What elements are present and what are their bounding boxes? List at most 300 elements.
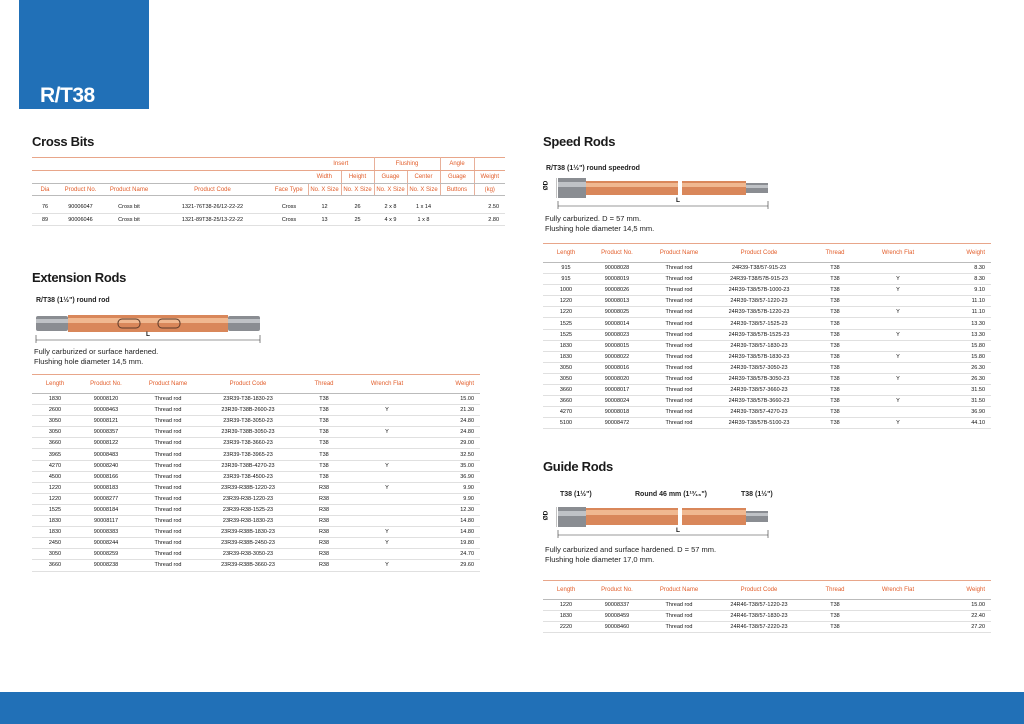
table-cell: Y <box>865 351 931 362</box>
cross-bits-title: Cross Bits <box>32 134 95 149</box>
group-insert: Insert <box>308 158 374 171</box>
column-header: Product Name <box>645 581 713 600</box>
table-row <box>543 307 991 318</box>
group-angle: Angle <box>440 158 474 171</box>
table-cell: 1830 <box>32 516 78 527</box>
table-cell <box>354 493 420 504</box>
table-cell: Y <box>865 274 931 285</box>
table-cell: 2220 <box>543 622 589 633</box>
table-cell: T38 <box>294 427 354 438</box>
table-cell: 24R39-T38/57B-1220-23 <box>713 307 805 318</box>
table-cell: 3660 <box>543 396 589 407</box>
table-cell: 23R39-R38-1220-23 <box>202 493 294 504</box>
table-cell: 24R39-T38/57-1830-23 <box>713 340 805 351</box>
table-cell: 90006046 <box>58 214 103 226</box>
table-cell <box>865 385 931 396</box>
guide-rod-dia-label: ØD <box>542 510 550 521</box>
extension-rods-table <box>32 374 480 572</box>
column-unit: No. X Size <box>407 184 440 196</box>
table-row <box>32 416 480 427</box>
table-cell: T38 <box>805 340 865 351</box>
guide-rods-notes: Fully carburized and surface hardened. D = 57 mm. Flushing hole diameter 17,0 mm. <box>545 545 717 564</box>
table-cell: 24R39-T38/57B-1830-23 <box>713 351 805 362</box>
column-header: Thread <box>805 581 865 600</box>
guide-rod-drawing <box>556 503 776 539</box>
table-row <box>543 274 991 285</box>
table-cell: 90008024 <box>589 396 645 407</box>
column-header: Product Name <box>134 375 202 394</box>
table-cell: Thread rod <box>134 527 202 538</box>
group-flushing: Flushing <box>374 158 440 171</box>
table-row <box>32 405 480 416</box>
table-cell: 32.50 <box>420 449 480 460</box>
table-cell: 1830 <box>32 527 78 538</box>
table-cell: 24R39-T38/57-3660-23 <box>713 385 805 396</box>
table-cell: Thread rod <box>645 285 713 296</box>
column-header: Length <box>543 244 589 263</box>
column-header: Wrench Flat <box>354 375 420 394</box>
table-cell: 1830 <box>543 351 589 362</box>
table-cell: 12.30 <box>420 504 480 515</box>
table-cell: 1525 <box>543 329 589 340</box>
column-unit: (kg) <box>474 184 505 196</box>
table-cell: Y <box>354 482 420 493</box>
table-cell: T38 <box>294 471 354 482</box>
table-cell: 90008019 <box>589 274 645 285</box>
table-cell: T38 <box>294 438 354 449</box>
table-cell: T38 <box>805 263 865 274</box>
table-row <box>543 285 991 296</box>
table-cell <box>440 202 474 214</box>
table-cell: Cross <box>270 202 308 214</box>
table-cell: Y <box>354 538 420 549</box>
table-cell: 90008244 <box>78 538 134 549</box>
table-cell: 11.10 <box>931 307 991 318</box>
table-cell: Thread rod <box>134 504 202 515</box>
table-cell: 24R46-T38/57-2220-23 <box>713 622 805 633</box>
table-row <box>32 527 480 538</box>
table-cell: 19.80 <box>420 538 480 549</box>
table-cell: 1525 <box>543 318 589 329</box>
table-cell: 1830 <box>32 394 78 405</box>
table-cell: 9.90 <box>420 482 480 493</box>
table-row <box>32 427 480 438</box>
table-row <box>543 385 991 396</box>
table-cell: 24R39-T38/57B-5100-23 <box>713 418 805 429</box>
table-cell: R38 <box>294 504 354 515</box>
table-cell: 26 <box>341 202 374 214</box>
table-cell: 90008026 <box>589 285 645 296</box>
table-cell: R38 <box>294 516 354 527</box>
table-cell: 1 x 8 <box>407 214 440 226</box>
table-cell: 24R39-T38/57B-3050-23 <box>713 373 805 384</box>
table-cell: T38 <box>805 418 865 429</box>
table-cell: T38 <box>805 274 865 285</box>
table-cell: R38 <box>294 482 354 493</box>
table-cell: 15.00 <box>931 600 991 611</box>
table-cell: 24.80 <box>420 427 480 438</box>
table-cell: Thread rod <box>645 385 713 396</box>
speed-rod-drawing <box>556 174 776 210</box>
table-row <box>32 549 480 560</box>
table-row <box>543 318 991 329</box>
table-cell: Thread rod <box>645 396 713 407</box>
table-cell: 90008016 <box>589 362 645 373</box>
table-row <box>32 471 480 482</box>
table-cell: 1220 <box>543 600 589 611</box>
table-cell: 5100 <box>543 418 589 429</box>
table-row <box>32 516 480 527</box>
table-cell: 29.60 <box>420 560 480 571</box>
table-cell: 24R39-T38/57-4270-23 <box>713 407 805 418</box>
table-cell: Y <box>354 460 420 471</box>
table-cell: 3660 <box>32 438 78 449</box>
table-row <box>32 214 505 226</box>
guide-rods-title: Guide Rods <box>543 459 613 474</box>
table-cell: 22.40 <box>931 611 991 622</box>
table-cell: 3050 <box>32 427 78 438</box>
table-cell: Thread rod <box>645 296 713 307</box>
table-cell: 24R39-T38/57B-915-23 <box>713 274 805 285</box>
table-cell: T38 <box>805 307 865 318</box>
table-cell <box>865 362 931 373</box>
table-cell: T38 <box>805 385 865 396</box>
column-header: Product Name <box>645 244 713 263</box>
column-header: Thread <box>294 375 354 394</box>
table-row <box>32 202 505 214</box>
column-header: Product No. <box>589 244 645 263</box>
column-unit: Buttons <box>440 184 474 196</box>
column-header: Height <box>341 171 374 184</box>
table-cell: 90008463 <box>78 405 134 416</box>
table-cell: 90008183 <box>78 482 134 493</box>
table-cell: Y <box>865 285 931 296</box>
extension-rods-subtitle: R/T38 (1½") round rod <box>36 297 110 304</box>
column-header: Product No. <box>58 184 103 196</box>
table-cell: 90008184 <box>78 504 134 515</box>
guide-rod-label-right: T38 (1½") <box>741 491 773 498</box>
column-header: Weight <box>931 244 991 263</box>
table-row <box>543 396 991 407</box>
table-cell: 1321-76T38-26/12-22-22 <box>155 202 270 214</box>
table-cell <box>354 438 420 449</box>
table-cell: Y <box>354 527 420 538</box>
table-row <box>543 340 991 351</box>
column-header: Product Name <box>103 184 155 196</box>
table-cell: R38 <box>294 538 354 549</box>
column-header: Dia <box>32 184 58 196</box>
table-cell: 3660 <box>32 560 78 571</box>
table-cell: 14.80 <box>420 516 480 527</box>
table-row <box>543 407 991 418</box>
table-cell: Thread rod <box>645 351 713 362</box>
table-cell: Cross bit <box>103 202 155 214</box>
table-cell: 26.30 <box>931 362 991 373</box>
table-cell: 36.90 <box>420 471 480 482</box>
table-cell: 90008460 <box>589 622 645 633</box>
table-cell: 25 <box>341 214 374 226</box>
table-cell <box>354 471 420 482</box>
table-row <box>32 438 480 449</box>
speed-rods-notes: Fully carburized. D = 57 mm. Flushing hole diameter 14,5 mm. <box>545 214 655 233</box>
table-cell <box>354 416 420 427</box>
table-cell: Y <box>865 418 931 429</box>
table-cell: 44.10 <box>931 418 991 429</box>
table-row <box>32 482 480 493</box>
table-cell: 23R39-R38B-1830-23 <box>202 527 294 538</box>
table-cell: 24R46-T38/57-1220-23 <box>713 600 805 611</box>
table-cell: 90008013 <box>589 296 645 307</box>
column-header: Product Code <box>202 375 294 394</box>
table-cell: Cross <box>270 214 308 226</box>
table-cell: 23R39-R38B-3660-23 <box>202 560 294 571</box>
table-cell: 90008383 <box>78 527 134 538</box>
table-cell: Thread rod <box>645 373 713 384</box>
column-header: Center <box>407 171 440 184</box>
table-cell: 23R39-T38-3660-23 <box>202 438 294 449</box>
table-cell: 23R39-R38-3050-23 <box>202 549 294 560</box>
column-unit: No. X Size <box>374 184 407 196</box>
table-cell: 90008117 <box>78 516 134 527</box>
table-cell: R38 <box>294 527 354 538</box>
table-row <box>32 394 480 405</box>
table-cell: T38 <box>805 296 865 307</box>
table-cell: Thread rod <box>134 416 202 427</box>
column-unit: No. X Size <box>341 184 374 196</box>
table-cell: 24.80 <box>420 416 480 427</box>
table-cell: 90008459 <box>589 611 645 622</box>
table-cell: 1220 <box>543 296 589 307</box>
table-row <box>543 373 991 384</box>
table-cell: 24R39-T38/57-1525-23 <box>713 318 805 329</box>
table-cell: 90008277 <box>78 493 134 504</box>
table-cell: 90008120 <box>78 394 134 405</box>
column-header: Product No. <box>78 375 134 394</box>
column-header: Wrench Flat <box>865 581 931 600</box>
speed-rod-dia-label: ØD <box>542 180 550 191</box>
table-cell: 23R39-T38-3050-23 <box>202 416 294 427</box>
table-cell: Thread rod <box>645 362 713 373</box>
table-cell: 24R39-T38/57B-1525-23 <box>713 329 805 340</box>
table-cell <box>354 549 420 560</box>
column-header: Product Code <box>155 184 270 196</box>
table-cell: 90006047 <box>58 202 103 214</box>
speed-rods-title: Speed Rods <box>543 134 616 149</box>
column-header: Product Code <box>713 244 805 263</box>
table-cell: 29.00 <box>420 438 480 449</box>
table-cell: 1 x 14 <box>407 202 440 214</box>
table-cell <box>865 611 931 622</box>
table-cell: 90008259 <box>78 549 134 560</box>
table-cell: 1321-89T38-25/13-22-22 <box>155 214 270 226</box>
column-header: Guage <box>440 171 474 184</box>
table-row <box>32 538 480 549</box>
column-header: Weight <box>474 171 505 184</box>
guide-rods-table <box>543 580 991 633</box>
table-cell: T38 <box>294 460 354 471</box>
table-cell: Thread rod <box>645 622 713 633</box>
table-row <box>32 460 480 471</box>
table-cell: T38 <box>805 318 865 329</box>
table-cell: 23R39-R38B-1220-23 <box>202 482 294 493</box>
table-cell: 90008015 <box>589 340 645 351</box>
table-cell: 915 <box>543 274 589 285</box>
page-title: R/T38 <box>40 84 95 107</box>
table-cell: 90008022 <box>589 351 645 362</box>
table-cell: 1220 <box>543 307 589 318</box>
column-header: Thread <box>805 244 865 263</box>
table-cell: 23R39-R38-1525-23 <box>202 504 294 515</box>
table-cell: 24.70 <box>420 549 480 560</box>
column-header: Product Code <box>713 581 805 600</box>
table-row <box>543 351 991 362</box>
table-cell: 26.30 <box>931 373 991 384</box>
table-cell <box>865 318 931 329</box>
table-cell: 23R39-T38B-2600-23 <box>202 405 294 416</box>
guide-rod-label-left: T38 (1½") <box>560 491 592 498</box>
table-cell: 13 <box>308 214 341 226</box>
column-header: Length <box>32 375 78 394</box>
table-cell: 9.10 <box>931 285 991 296</box>
table-cell: T38 <box>805 622 865 633</box>
table-cell: T38 <box>805 396 865 407</box>
table-cell: Thread rod <box>645 600 713 611</box>
table-cell: 15.80 <box>931 351 991 362</box>
table-cell: 23R39-T38-3965-23 <box>202 449 294 460</box>
table-cell: 23R39-T38-4500-23 <box>202 471 294 482</box>
table-row <box>32 493 480 504</box>
extension-rods-notes: Fully carburized or surface hardened. Flushing hole diameter 14,5 mm. <box>34 347 159 366</box>
table-cell: Thread rod <box>134 482 202 493</box>
column-header: Weight <box>420 375 480 394</box>
speed-rod-length-label: L <box>676 197 680 204</box>
table-cell: 15.00 <box>420 394 480 405</box>
table-cell: T38 <box>805 373 865 384</box>
cross-bits-table <box>32 157 505 226</box>
table-cell: R38 <box>294 549 354 560</box>
table-cell: 90008357 <box>78 427 134 438</box>
table-cell: 3660 <box>543 385 589 396</box>
table-cell: 3965 <box>32 449 78 460</box>
table-cell: 90008238 <box>78 560 134 571</box>
table-cell: 8.30 <box>931 263 991 274</box>
column-header: Guage <box>374 171 407 184</box>
table-cell: R38 <box>294 560 354 571</box>
table-cell: 24R39-T38/57-1220-23 <box>713 296 805 307</box>
table-cell: 2450 <box>32 538 78 549</box>
table-cell: 9.90 <box>420 493 480 504</box>
table-cell <box>354 394 420 405</box>
table-cell: 3050 <box>543 373 589 384</box>
table-cell: 1000 <box>543 285 589 296</box>
column-header: Length <box>543 581 589 600</box>
table-cell: 27.20 <box>931 622 991 633</box>
table-cell: 90008337 <box>589 600 645 611</box>
table-cell <box>865 622 931 633</box>
table-cell: 3050 <box>32 549 78 560</box>
table-cell: Thread rod <box>134 438 202 449</box>
table-cell: 1525 <box>32 504 78 515</box>
table-cell: T38 <box>805 351 865 362</box>
table-cell: T38 <box>805 611 865 622</box>
table-cell <box>354 504 420 515</box>
table-cell: Thread rod <box>645 611 713 622</box>
table-cell: 8.30 <box>931 274 991 285</box>
table-cell: T38 <box>805 329 865 340</box>
table-cell: 4270 <box>32 460 78 471</box>
extension-rods-title: Extension Rods <box>32 270 127 285</box>
table-cell: 90008018 <box>589 407 645 418</box>
table-cell: 915 <box>543 263 589 274</box>
footer-bar <box>0 692 1024 724</box>
table-cell: 89 <box>32 214 58 226</box>
table-cell: Y <box>865 373 931 384</box>
table-cell: Y <box>354 560 420 571</box>
table-cell: 90008166 <box>78 471 134 482</box>
table-cell <box>865 340 931 351</box>
table-cell: 23R39-T38B-3050-23 <box>202 427 294 438</box>
table-cell: 21.30 <box>420 405 480 416</box>
table-cell: 24R39-T38/57-3050-23 <box>713 362 805 373</box>
extension-rod-drawing <box>34 313 264 347</box>
table-cell: 76 <box>32 202 58 214</box>
table-cell: 13.30 <box>931 318 991 329</box>
table-cell <box>865 263 931 274</box>
table-row <box>32 560 480 571</box>
table-cell: 90008472 <box>589 418 645 429</box>
table-row <box>543 263 991 274</box>
table-cell: 15.80 <box>931 340 991 351</box>
table-cell: Thread rod <box>134 405 202 416</box>
table-row <box>543 362 991 373</box>
table-cell: 1220 <box>32 493 78 504</box>
table-cell: 90008017 <box>589 385 645 396</box>
table-cell: 90008025 <box>589 307 645 318</box>
table-cell: 2.50 <box>474 202 505 214</box>
table-row <box>543 611 991 622</box>
table-cell: T38 <box>805 600 865 611</box>
table-row <box>32 504 480 515</box>
table-cell: Thread rod <box>134 549 202 560</box>
table-row <box>543 296 991 307</box>
table-cell <box>440 214 474 226</box>
table-cell: T38 <box>294 416 354 427</box>
table-cell: 2.80 <box>474 214 505 226</box>
table-cell: Thread rod <box>134 560 202 571</box>
table-cell: 36.90 <box>931 407 991 418</box>
table-cell: Thread rod <box>134 471 202 482</box>
table-cell: Y <box>865 307 931 318</box>
table-row <box>543 600 991 611</box>
table-cell: Thread rod <box>645 318 713 329</box>
table-cell: 23R39-T38B-4270-23 <box>202 460 294 471</box>
table-cell <box>354 449 420 460</box>
extension-rod-length-label: L <box>146 331 150 338</box>
table-cell: Thread rod <box>645 418 713 429</box>
table-cell <box>354 516 420 527</box>
table-cell: 24R46-T38/57-1830-23 <box>713 611 805 622</box>
table-cell: 1830 <box>543 340 589 351</box>
table-cell: 90008240 <box>78 460 134 471</box>
column-header: Product No. <box>589 581 645 600</box>
table-cell: 90008121 <box>78 416 134 427</box>
table-cell: 90008023 <box>589 329 645 340</box>
guide-rod-length-label: L <box>676 527 680 534</box>
table-cell: T38 <box>294 394 354 405</box>
table-cell: Y <box>354 427 420 438</box>
table-cell: Thread rod <box>134 538 202 549</box>
column-unit: No. X Size <box>308 184 341 196</box>
